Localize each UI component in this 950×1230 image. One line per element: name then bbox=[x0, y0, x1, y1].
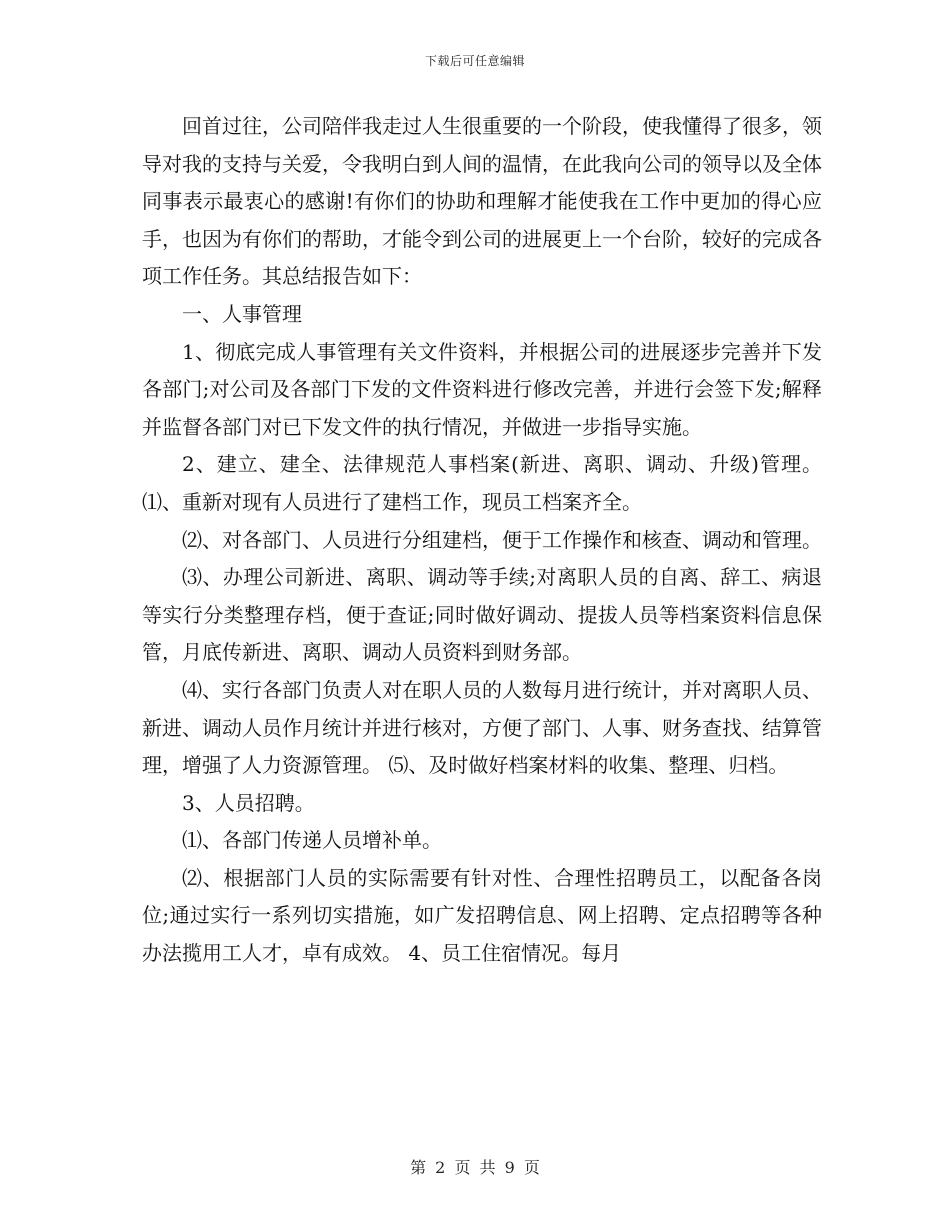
page-number-footer: 第 2 页 共 9 页 bbox=[410, 1158, 540, 1177]
paragraph-subitem-2: ⑵、对各部门、人员进行分组建档，便于工作操作和核查、调动和管理。 bbox=[182, 527, 822, 552]
paragraph-recruit-subitem-1: ⑴、各部门传递人员增补单。 bbox=[182, 828, 442, 853]
paragraph-subitem-4: ⑷、实行各部门负责人对在职人员的人数每月进行统计，并对离职人员、新进、调动人员作月统计并进行核对，方便了部门、人事、财务查找、结算管理，增强了人力资源管理。 ⑸、及时做好档案材料的收集、整理、归档。 bbox=[142, 677, 822, 778]
paragraph-subitem-3: ⑶、办理公司新进、离职、调动等手续;对离职人员的自离、辞工、病退等实行分类整理存档，便于查证;同时做好调动、提拔人员等档案资料信息保管，月底传新进、离职、调动人员资料到财务部。 bbox=[142, 565, 822, 665]
paragraph-intro: 回首过往，公司陪伴我走过人生很重要的一个阶段，使我懂得了很多，领导对我的支持与关爱，令我明白到人间的温情，在此我向公司的领导以及全体同事表示最衷心的感谢!有你们的协助和理解才能使我在工作中更加的得心应手，也因为有你们的帮助，才能令到公司的进展更上一个台阶，较好的完成各项工作任务。其总结报告如下： bbox=[142, 114, 822, 289]
page-header: 下载后可任意编辑 bbox=[424, 54, 525, 68]
paragraph-item-3-recruitment: 3、人员招聘。 bbox=[182, 790, 315, 815]
paragraph-item-2: 2、建立、建全、法律规范人事档案(新进、离职、调动、升级)管理。 ⑴、重新对现有人员进行了建档工作，现员工档案齐全。 bbox=[142, 452, 822, 514]
paragraph-item-1: 1、彻底完成人事管理有关文件资料，并根据公司的进展逐步完善并下发各部门;对公司及各部门下发的文件资料进行修改完善，并进行会签下发;解释并监督各部门对已下发文件的执行情况，并做进一步指导实施。 bbox=[142, 339, 822, 439]
section-heading-hr-management: 一、人事管理 bbox=[182, 301, 302, 326]
document-body bbox=[142, 108, 822, 973]
paragraph-recruit-subitem-2: ⑵、根据部门人员的实际需要有针对性、合理性招聘员工，以配备各岗位;通过实行一系列切实措施，如广发招聘信息、网上招聘、定点招聘等各种办法揽用工人才，卓有成效。 4、员工住宿情况。每月 bbox=[142, 865, 822, 966]
